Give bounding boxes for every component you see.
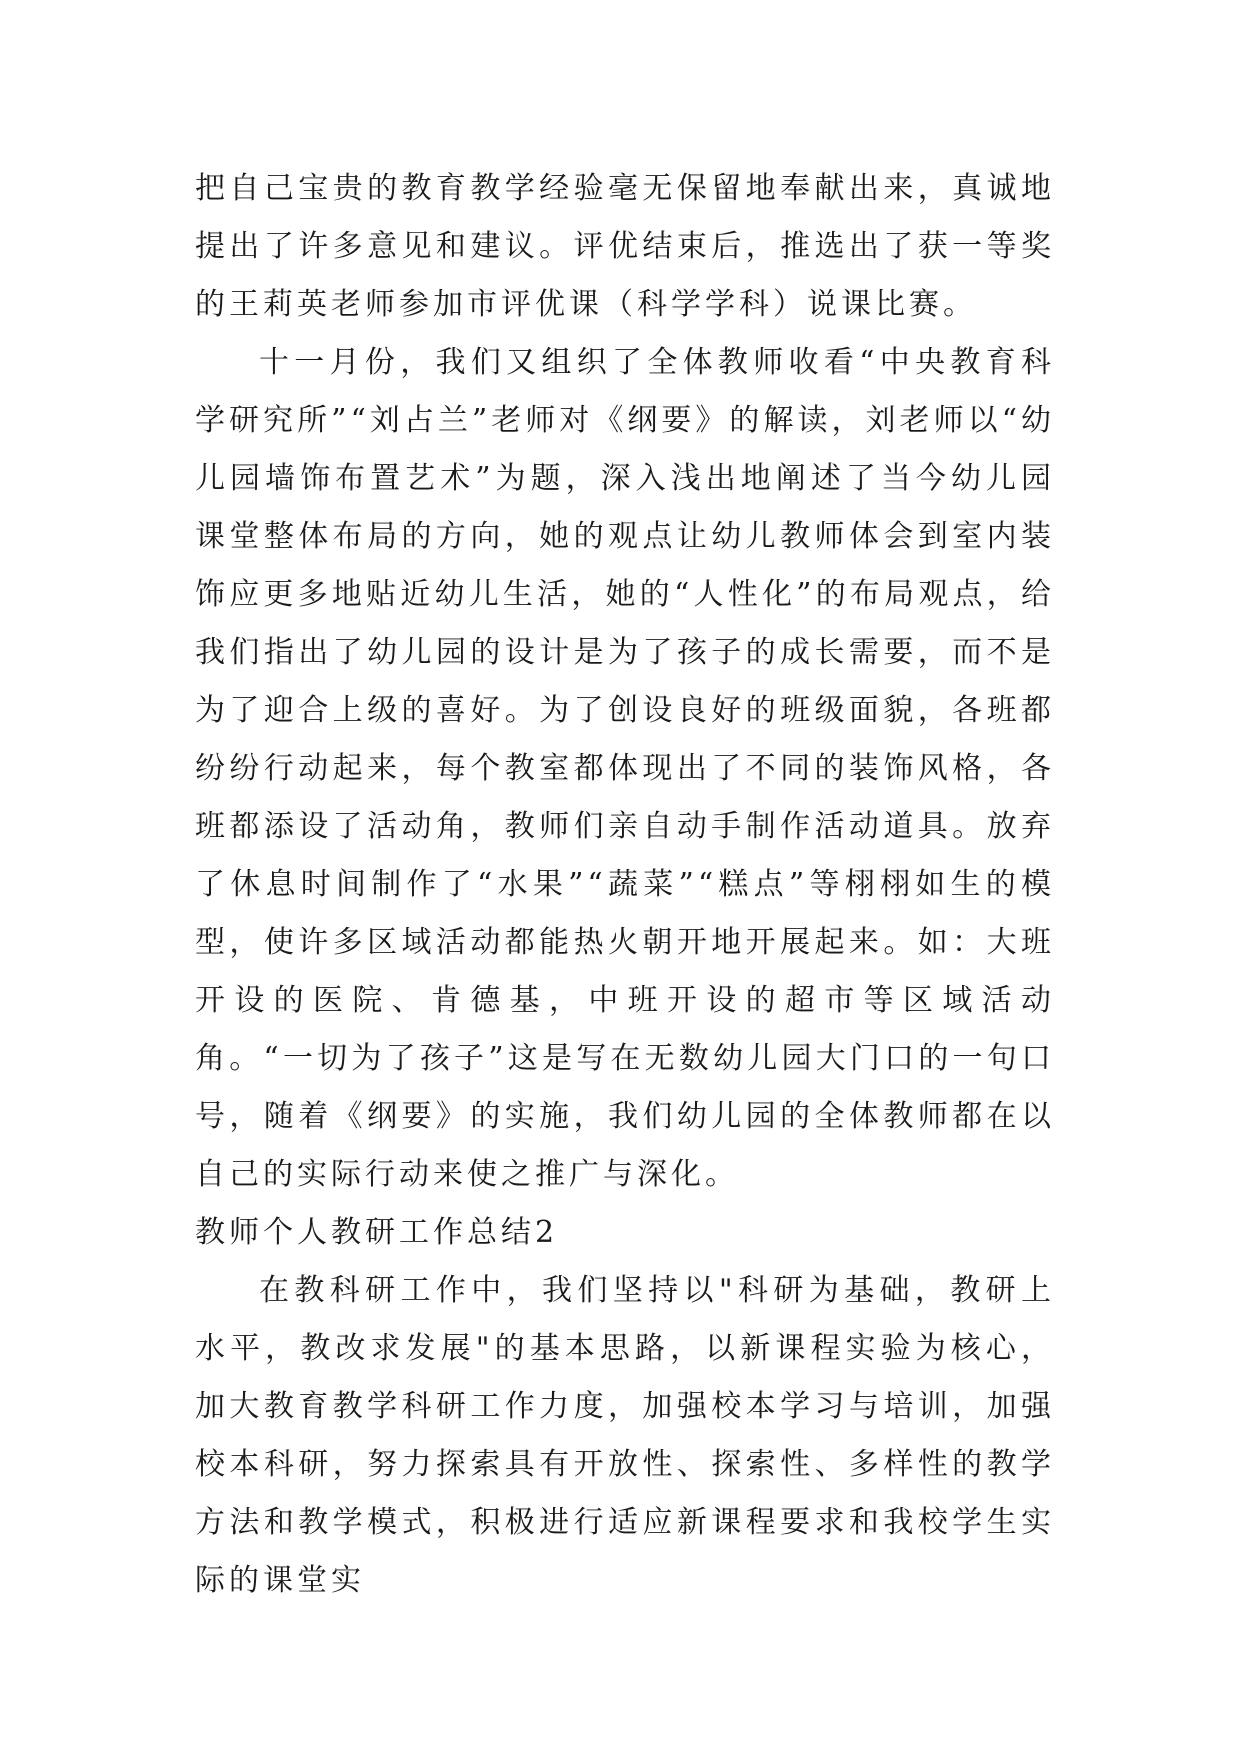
section-heading: 教师个人教研工作总结2: [195, 1215, 559, 1250]
paragraph-research-work: 在教科研工作中，我们坚持以"科研为基础，教研上水平，教改求发展"的基本思路，以新课程实验为核心，加大教育教学科研工作力度，加强校本学习与培训，加强校本科研，努力探索具有开放性、探索性、多样性的教学方法和教学模式，积极进行适应新课程要求和我校学生实际的课堂实: [195, 1273, 1055, 1598]
document-body: [195, 160, 1055, 1610]
paragraph-continuation: 把自己宝贵的教育教学经验毫无保留地奉献出来，真诚地提出了许多意见和建议。评优结束后，推选出了获一等奖的王莉英老师参加市评优课（科学学科）说课比赛。: [195, 171, 1055, 322]
paragraph-november: 十一月份，我们又组织了全体教师收看“中央教育科学研究所”“刘占兰”老师对《纲要》的解读，刘老师以“幼儿园墙饰布置艺术”为题，深入浅出地阐述了当今幼儿园课堂整体布局的方向，她的观点让幼儿教师体会到室内装饰应更多地贴近幼儿生活，她的“人性化”的布局观点，给我们指出了幼儿园的设计是为了孩子的成长需要，而不是为了迎合上级的喜好。为了创设良好的班级面貌，各班都纷纷行动起来，每个教室都体现出了不同的装饰风格，各班都添设了活动角，教师们亲自动手制作活动道具。放弃了休息时间制作了“水果”“蔬菜”“糕点”等栩栩如生的模型，使许多区域活动都能热火朝开地开展起来。如：大班开设的医院、肯德基，中班开设的超市等区域活动角。“一切为了孩子”这是写在无数幼儿园大门口的一句口号，随着《纲要》的实施，我们幼儿园的全体教师都在以自己的实际行动来使之推广与深化。: [195, 345, 1055, 1192]
